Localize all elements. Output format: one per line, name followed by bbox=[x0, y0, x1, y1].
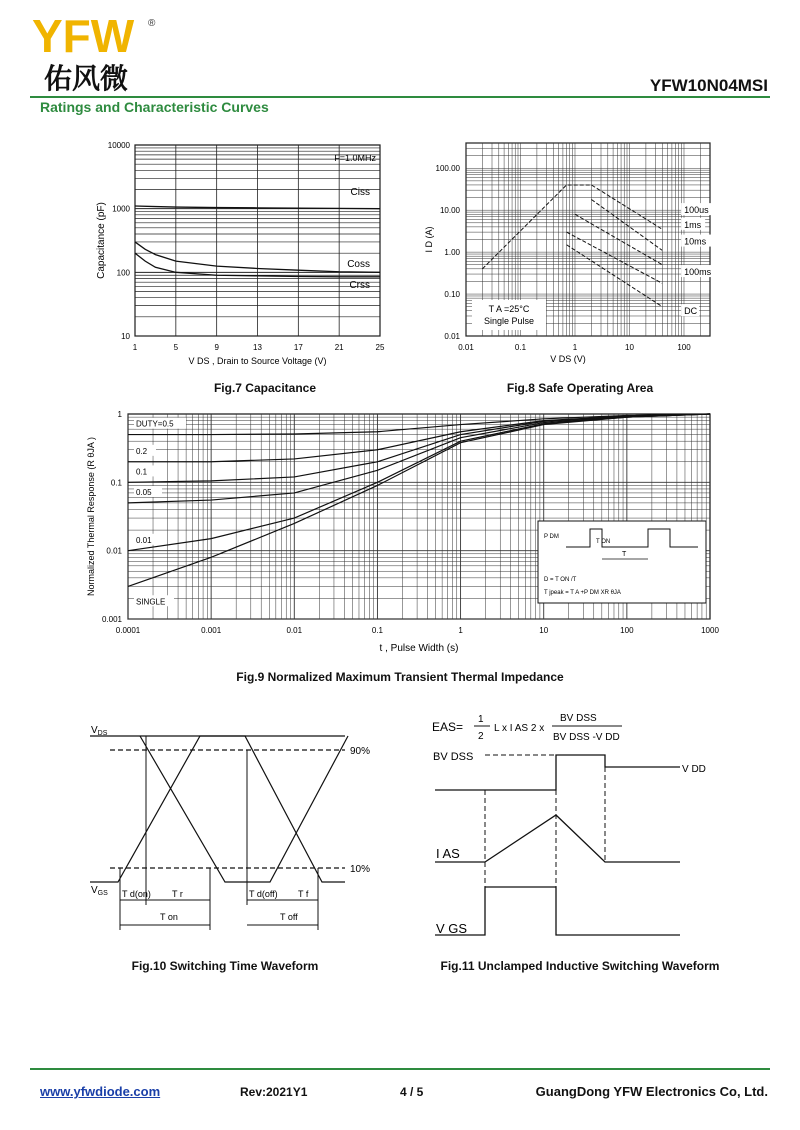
fig11-frac1-den: 2 bbox=[478, 731, 484, 742]
fig11-vdd-label: V DD bbox=[682, 764, 706, 775]
fig9-series-label: SINGLE bbox=[136, 597, 166, 607]
footer-page-number: 4 / 5 bbox=[400, 1085, 424, 1099]
fig7-ytick: 10000 bbox=[107, 141, 130, 150]
fig10-tdoff: T d(off) bbox=[249, 889, 278, 899]
fig8-ytick: 100.00 bbox=[435, 164, 460, 174]
fig10-vgs-label: $V_{GS}$ bbox=[91, 885, 108, 897]
fig7-xtick: 13 bbox=[253, 343, 262, 352]
fig9-series-label: 0.05 bbox=[136, 487, 152, 497]
fig8-caption: Fig.8 Safe Operating Area bbox=[506, 381, 654, 395]
brand-text: YFW bbox=[32, 10, 135, 62]
fig7-xtick: 1 bbox=[132, 343, 138, 352]
fig9-xtick: 0.01 bbox=[286, 626, 303, 635]
fig10-ton: T on bbox=[160, 912, 178, 922]
brand-cn-text: 佑风微 bbox=[44, 63, 129, 94]
fig8-series-label: DC bbox=[684, 306, 698, 317]
fig8-ytick: 1.00 bbox=[444, 248, 460, 258]
fig7-caption: Fig.7 Capacitance bbox=[213, 381, 317, 395]
fig9-ytick: 0.001 bbox=[101, 615, 122, 624]
fig11-frac2-den: BV DSS -V DD bbox=[553, 732, 620, 743]
fig11-vgs-label: V GS bbox=[436, 921, 468, 936]
fig7-xtick: 17 bbox=[293, 343, 303, 352]
fig8-xtick: 10 bbox=[625, 343, 634, 352]
part-number: YFW10N04MSI bbox=[649, 76, 768, 95]
fig10-toff: T off bbox=[280, 912, 298, 922]
fig11-bvdss-label: BV DSS bbox=[433, 751, 474, 763]
fig9-series-label: 0.1 bbox=[136, 467, 148, 477]
fig9-xtick: 1 bbox=[458, 626, 463, 635]
fig9-xtick: 100 bbox=[620, 626, 634, 635]
fig10-tf: T f bbox=[298, 889, 309, 899]
fig9-series-label: DUTY=0.5 bbox=[136, 419, 174, 429]
fig7-xtick: 25 bbox=[375, 343, 385, 352]
fig9-xtick: 10 bbox=[539, 626, 549, 635]
fig7-ytick: 1000 bbox=[112, 204, 130, 214]
fig11-formula-mid: L x I AS 2 x bbox=[494, 723, 545, 734]
fig9-caption: Fig.9 Normalized Maximum Transient Thermal Impedance bbox=[236, 670, 564, 684]
fig7-xtick: 9 bbox=[214, 343, 219, 352]
fig9-xtick: 1000 bbox=[701, 626, 719, 635]
fig7-ytick: 100 bbox=[116, 268, 130, 278]
fig7-ylabel: Capacitance (pF) bbox=[96, 202, 107, 279]
fig11-frac2-num: BV DSS bbox=[560, 713, 597, 724]
fig7-xtick: 21 bbox=[334, 343, 344, 352]
fig8-xtick: 100 bbox=[677, 343, 691, 352]
fig7-xtick: 5 bbox=[173, 343, 179, 352]
fig9-inset-formula1: D = T ON /T bbox=[544, 577, 577, 583]
footer-company: GuangDong YFW Electronics Co, Ltd. bbox=[535, 1084, 768, 1099]
fig9-ytick: 0.01 bbox=[106, 546, 122, 556]
footer-website-link[interactable]: www.yfwdiode.com bbox=[40, 1084, 161, 1099]
fig7-ytick: 10 bbox=[121, 332, 130, 341]
fig7-xlabel: V DS , Drain to Source Voltage (V) bbox=[188, 356, 327, 366]
fig9-inset-t: T bbox=[622, 551, 627, 558]
fig9-series-label: 0.01 bbox=[136, 535, 152, 545]
fig8-annotation: Single Pulse bbox=[483, 316, 535, 326]
fig9-inset-ton: T ON bbox=[596, 539, 611, 545]
section-title: Ratings and Characteristic Curves bbox=[40, 99, 269, 115]
fig9-xtick: 0.001 bbox=[201, 626, 222, 635]
fig8-ytick: 0.01 bbox=[444, 332, 460, 341]
fig11-ias-wave bbox=[435, 815, 680, 862]
fig7-series-label: Coss bbox=[347, 259, 370, 271]
footer-divider bbox=[30, 1068, 770, 1070]
fig10-vds-label: $V_{DS}$ bbox=[91, 725, 108, 737]
fig7-series-label: Ciss bbox=[350, 186, 370, 198]
fig8-xtick: 1 bbox=[572, 343, 578, 352]
fig9-inset-pdm: P DM bbox=[544, 534, 559, 540]
fig8-series-label: 1ms bbox=[684, 219, 702, 230]
fig8-annotation: T A =25°C bbox=[488, 304, 530, 314]
fig8-series-label: 100us bbox=[684, 205, 709, 216]
fig9-ytick: 1 bbox=[117, 410, 122, 419]
fig11-vgs-wave bbox=[435, 887, 680, 935]
fig11-eas-lhs: EAS= bbox=[432, 720, 464, 734]
fig9-ytick: 0.1 bbox=[110, 478, 122, 488]
fig8-xtick: 0.01 bbox=[458, 343, 474, 352]
fig10-tr: T r bbox=[172, 889, 183, 899]
fig10-10-label: 10% bbox=[350, 864, 371, 875]
fig7-series-label: Crss bbox=[349, 280, 370, 292]
fig9-xlabel: t , Pulse Width (s) bbox=[379, 643, 459, 654]
fig9-xtick: 0.1 bbox=[371, 626, 383, 635]
registered-mark: ® bbox=[148, 18, 156, 29]
fig8-xlabel: V DS (V) bbox=[550, 354, 586, 364]
fig10-tdon: T d(on) bbox=[122, 889, 151, 899]
fig8-series-label: 10ms bbox=[684, 236, 707, 247]
fig8-series-label: 100ms bbox=[684, 267, 712, 278]
fig10-caption: Fig.10 Switching Time Waveform bbox=[131, 959, 319, 973]
fig9-series-label: 0.2 bbox=[136, 446, 148, 456]
fig9-xtick: 0.0001 bbox=[115, 626, 141, 635]
fig8-ytick: 10.00 bbox=[439, 206, 460, 216]
fig11-frac1-num: 1 bbox=[478, 714, 484, 725]
fig11-caption: Fig.11 Unclamped Inductive Switching Waveform bbox=[440, 959, 720, 973]
fig8-xtick: 0.1 bbox=[514, 343, 527, 352]
fig8-ytick: 0.10 bbox=[444, 290, 460, 300]
fig7-annotation: F=1.0MHz bbox=[334, 153, 376, 163]
footer-revision: Rev:2021Y1 bbox=[240, 1085, 308, 1099]
fig9-ylabel: Normalized Thermal Response (R θJA ) bbox=[86, 437, 96, 596]
fig8-ylabel: I D (A) bbox=[424, 226, 434, 253]
fig10-90-label: 90% bbox=[350, 746, 371, 757]
fig11-ias-label: I AS bbox=[436, 846, 460, 861]
fig9-inset-formula2: T jpeak = T A +P DM XR θJA bbox=[544, 590, 621, 596]
